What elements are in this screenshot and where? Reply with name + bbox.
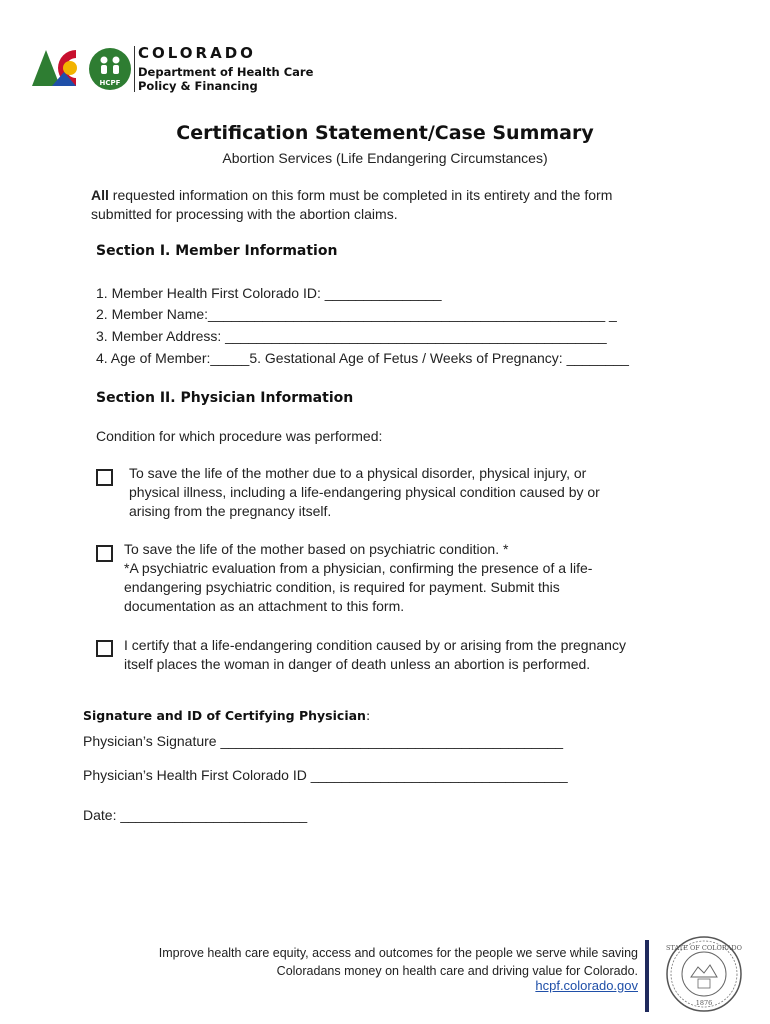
physical-condition-line3: arising from the pregnancy itself.: [129, 503, 332, 519]
psychiatric-condition-line1: To save the life of the mother based on psychiatric condition. *: [124, 541, 509, 557]
member-id-field[interactable]: 1. Member Health First Colorado ID: _______________: [96, 285, 442, 301]
dept-line-1: Department of Health Care: [138, 65, 314, 79]
state-seal-icon: [665, 935, 743, 1013]
dept-line-2: Policy & Financing: [138, 79, 258, 93]
certify-condition-line1: I certify that a life-endangering condition caused by or arising from the pregnancy: [124, 637, 626, 653]
footer-line1: Improve health care equity, access and outcomes for the people we serve while saving: [158, 946, 638, 960]
date-field[interactable]: Date: ________________________: [83, 807, 308, 823]
psychiatric-condition-line4: documentation as an attachment to this form.: [124, 598, 405, 614]
member-name-field[interactable]: 2. Member Name:___________________________________________________ _: [96, 306, 617, 322]
footer-vertical-bar: [645, 940, 649, 1012]
signature-heading-text: Signature and ID of Certifying Physician: [83, 708, 366, 723]
psychiatric-condition-checkbox[interactable]: [96, 545, 113, 562]
psychiatric-condition-line3: endangering psychiatric condition, is required for payment. Submit this: [124, 579, 560, 595]
hcpf-badge-text: HCPF: [99, 79, 121, 87]
physical-condition-text: [129, 464, 600, 521]
hcpf-website-link[interactable]: hcpf.colorado.gov: [535, 978, 638, 993]
seal-text: STATE OF COLORADO: [666, 944, 742, 952]
intro-bold: All: [91, 187, 109, 203]
physical-condition-checkbox[interactable]: [96, 469, 113, 486]
colorado-c-logo-icon: [32, 42, 137, 98]
org-name: COLORADO: [138, 44, 256, 62]
physical-condition-line2: physical illness, including a life-endangering physical condition caused by or: [129, 484, 600, 500]
footer-mission-text: [58, 944, 638, 980]
member-age-gestation-field[interactable]: 4. Age of Member:_____5. Gestational Age of Fetus / Weeks of Pregnancy: ________: [96, 350, 629, 366]
certify-condition-line2: itself places the woman in danger of death unless an abortion is performed.: [124, 656, 591, 672]
intro-line1: requested information on this form must be completed in its entirety and the form: [108, 187, 613, 203]
section2-heading: Section II. Physician Information: [96, 390, 354, 406]
signature-heading: [83, 708, 370, 723]
physician-signature-field[interactable]: Physician’s Signature ____________________________________________: [83, 733, 564, 749]
member-address-field[interactable]: 3. Member Address: _________________________________________________: [96, 328, 607, 344]
certify-condition-checkbox[interactable]: [96, 640, 113, 657]
signature-heading-colon: :: [365, 708, 371, 723]
org-name-block: [138, 44, 313, 93]
intro-paragraph: [91, 186, 691, 224]
physical-condition-line1: To save the life of the mother due to a physical disorder, physical injury, or: [129, 465, 587, 481]
footer-line2: Coloradans money on health care and driving value for Colorado.: [276, 964, 638, 978]
header-divider: [134, 46, 135, 92]
colorado-state-seal: [665, 935, 743, 1013]
physician-id-field[interactable]: Physician’s Health First Colorado ID _________________________________: [83, 767, 568, 783]
page-title: Certification Statement/Case Summary: [176, 122, 594, 144]
page-subtitle: Abortion Services (Life Endangering Circumstances): [222, 150, 548, 166]
certify-condition-text: [124, 636, 626, 674]
section1-heading: Section I. Member Information: [96, 243, 338, 259]
condition-label: Condition for which procedure was performed:: [96, 428, 383, 444]
psychiatric-condition-text: [124, 540, 592, 616]
intro-line2: submitted for processing with the abortion claims.: [91, 206, 398, 222]
psychiatric-condition-line2: *A psychiatric evaluation from a physician, confirming the presence of a life-: [124, 560, 593, 576]
seal-year: 1876: [695, 999, 713, 1007]
